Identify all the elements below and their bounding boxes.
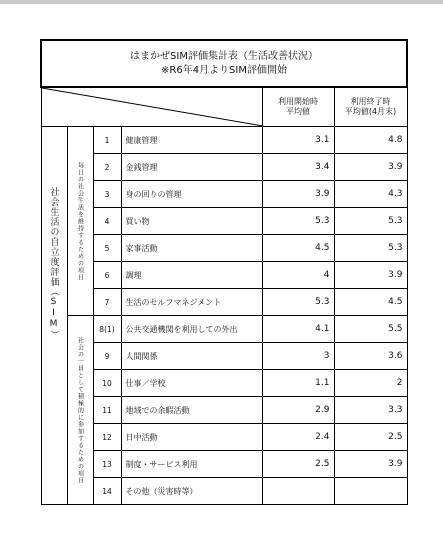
- title-line-2: ※R6年4月よりSIM評価開始: [161, 65, 287, 76]
- row-end-value: 2.5: [334, 424, 407, 451]
- row-number: 11: [93, 397, 121, 424]
- row-item: 調理: [121, 262, 262, 289]
- row-end-value: 3.3: [334, 397, 407, 424]
- row-item: 家事活動: [121, 235, 262, 262]
- row-item: 仕事／学校: [121, 370, 262, 397]
- row-number: 9: [93, 343, 121, 370]
- row-end-value: 5.5: [334, 316, 407, 343]
- sim-evaluation-sheet: [40, 39, 406, 505]
- top-border-line: [0, 0, 443, 4]
- row-end-value: [334, 478, 407, 505]
- row-start-value: 3.1: [262, 127, 334, 154]
- row-start-value: 3.4: [262, 154, 334, 181]
- sim-evaluation-table: [40, 39, 408, 505]
- table-row: [41, 397, 407, 424]
- row-item: 地域での余暇活動: [121, 397, 262, 424]
- row-number: 8(1): [93, 316, 121, 343]
- row-start-value: 5.3: [262, 289, 334, 316]
- row-item: 買い物: [121, 208, 262, 235]
- table-row: [41, 289, 407, 316]
- start-average-label: 利用開始時 平均値: [278, 97, 318, 116]
- row-start-value: 4: [262, 262, 334, 289]
- title-line-1: はまかぜSIM評価集計表（生活改善状況）: [130, 51, 318, 62]
- row-start-value: 2.4: [262, 424, 334, 451]
- table-row: [41, 127, 407, 154]
- table-row: [41, 316, 407, 343]
- category-outer-label: 社会生活の自立度評価（SIM）: [48, 187, 59, 340]
- column-header-start-average: [262, 87, 334, 127]
- table-row: [41, 478, 407, 505]
- category-group1-label: 毎日の社会生活を維持するための項目: [76, 161, 84, 281]
- category-group1-cell: [67, 127, 93, 316]
- row-start-value: 3: [262, 343, 334, 370]
- row-number: 7: [93, 289, 121, 316]
- row-item: 生活のセルフマネジメント: [121, 289, 262, 316]
- column-header-end-average: [334, 87, 407, 127]
- row-end-value: 4.8: [334, 127, 407, 154]
- row-item: 日中活動: [121, 424, 262, 451]
- diagonal-line: [42, 88, 263, 126]
- row-end-value: 4.5: [334, 289, 407, 316]
- row-end-value: 4.3: [334, 181, 407, 208]
- category-outer-cell: [41, 127, 67, 505]
- table-row: [41, 154, 407, 181]
- row-end-value: 5.3: [334, 235, 407, 262]
- row-start-value: 3.9: [262, 181, 334, 208]
- row-item: 身の回りの管理: [121, 181, 262, 208]
- table-title: [41, 40, 407, 87]
- row-number: 4: [93, 208, 121, 235]
- row-end-value: 3.6: [334, 343, 407, 370]
- end-average-label: 利用終了時 平均値(4月末): [344, 97, 397, 116]
- row-start-value: 4.1: [262, 316, 334, 343]
- row-number: 5: [93, 235, 121, 262]
- row-start-value: 4.5: [262, 235, 334, 262]
- row-end-value: 2: [334, 370, 407, 397]
- row-item: 健康管理: [121, 127, 262, 154]
- row-end-value: 3.9: [334, 262, 407, 289]
- category-group2-label: 社会の一員として積極的に参加するための項目: [76, 336, 84, 484]
- row-item: 公共交通機関を利用しての外出: [121, 316, 262, 343]
- category-group2-cell: [67, 316, 93, 505]
- row-item: 制度・サービス利用: [121, 451, 262, 478]
- row-start-value: 1.1: [262, 370, 334, 397]
- table-row: [41, 262, 407, 289]
- table-row: [41, 235, 407, 262]
- row-number: 10: [93, 370, 121, 397]
- row-number: 3: [93, 181, 121, 208]
- table-row: [41, 181, 407, 208]
- table-row: [41, 424, 407, 451]
- row-number: 12: [93, 424, 121, 451]
- row-start-value: 2.5: [262, 451, 334, 478]
- row-end-value: 3.9: [334, 451, 407, 478]
- row-number: 1: [93, 127, 121, 154]
- row-number: 13: [93, 451, 121, 478]
- row-number: 2: [93, 154, 121, 181]
- header-diagonal-cell: [41, 87, 262, 127]
- row-end-value: 5.3: [334, 208, 407, 235]
- table-row: [41, 343, 407, 370]
- row-item: 金銭管理: [121, 154, 262, 181]
- table-row: [41, 370, 407, 397]
- row-item: 人間関係: [121, 343, 262, 370]
- row-number: 6: [93, 262, 121, 289]
- row-number: 14: [93, 478, 121, 505]
- row-item: その他（災害時等）: [121, 478, 262, 505]
- row-start-value: 5.3: [262, 208, 334, 235]
- row-start-value: 2.9: [262, 397, 334, 424]
- table-row: [41, 451, 407, 478]
- row-start-value: [262, 478, 334, 505]
- row-end-value: 3.9: [334, 154, 407, 181]
- table-row: [41, 208, 407, 235]
